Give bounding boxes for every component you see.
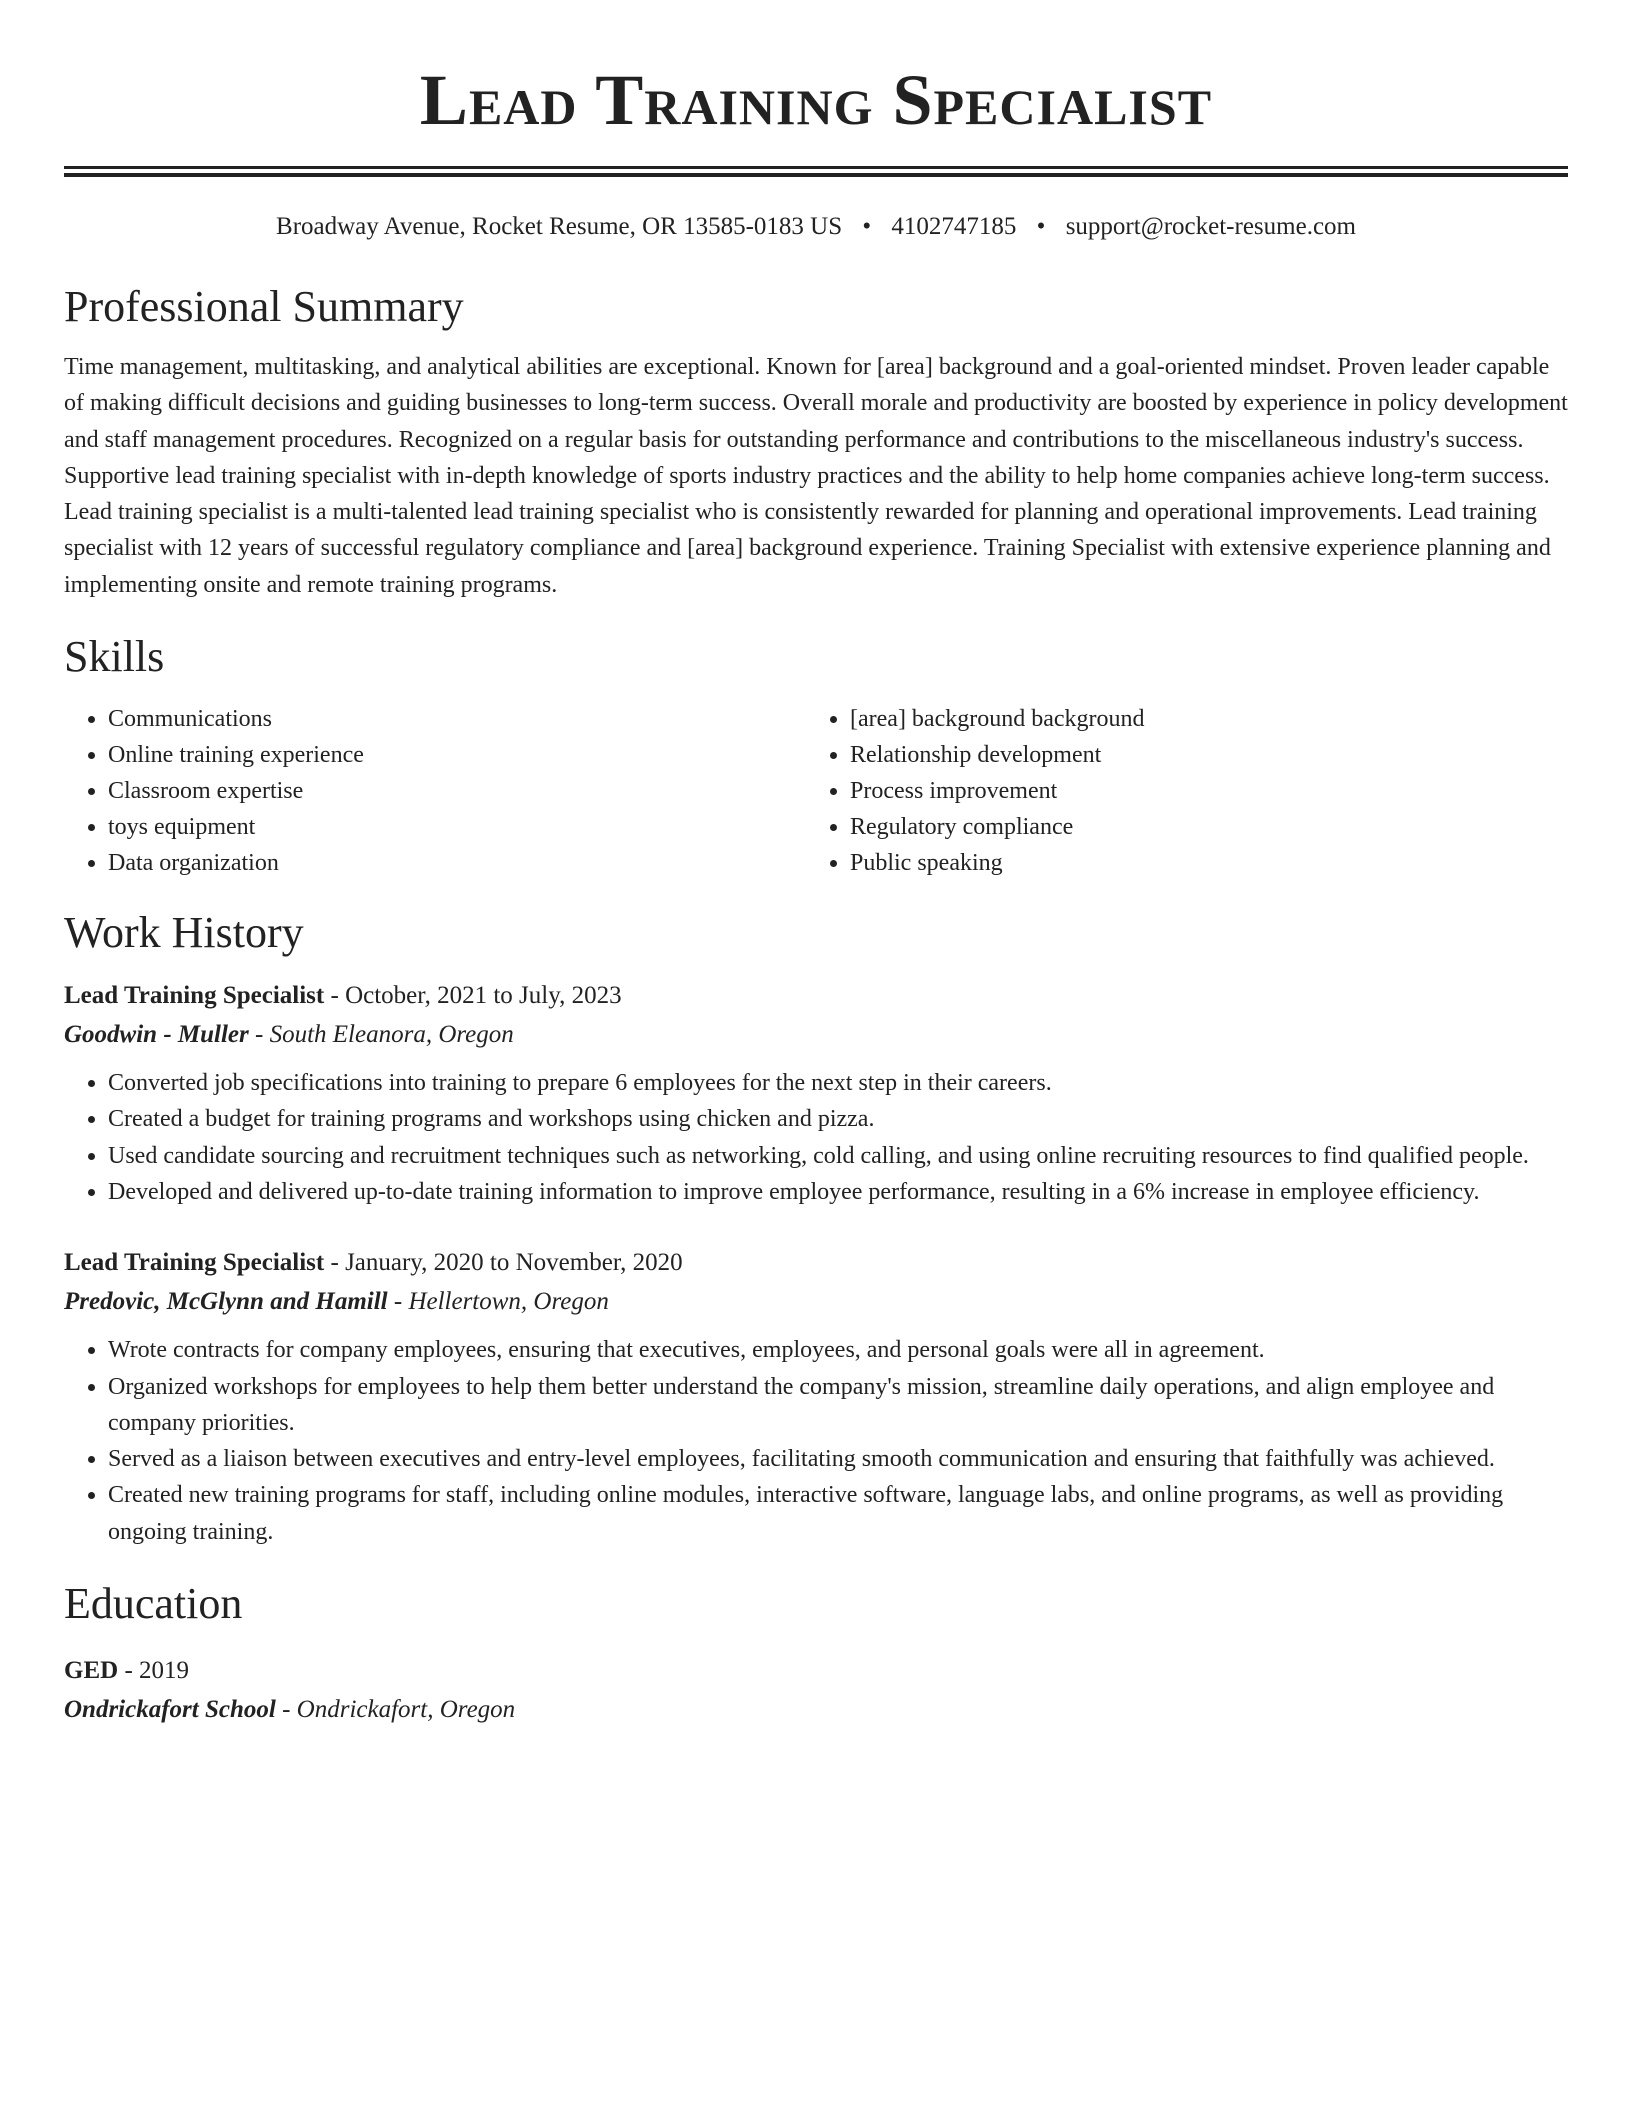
- skill-item: • Online training experience: [108, 737, 806, 773]
- skill-item: • toys equipment: [108, 809, 806, 845]
- job-bullet: • Converted job specifications into training to prepare 6 employees for the next step in their careers.: [108, 1065, 1568, 1101]
- header-divider: [64, 166, 1568, 177]
- job-bullet: • Served as a liaison between executives and entry-level employees, facilitating smooth communication and ensuring that faithfully was achieved.: [108, 1441, 1568, 1477]
- contact-email: support@rocket-resume.com: [1065, 213, 1356, 240]
- job-company: Goodwin - Muller: [64, 1021, 249, 1049]
- skill-item: • Classroom expertise: [108, 773, 806, 809]
- resume-name: Lead Training Specialist: [419, 60, 1213, 140]
- job-bullet: • Created new training programs for staff, including online modules, interactive software, language labs, and online programs, as well as providing ongoing training.: [108, 1477, 1568, 1550]
- dash: -: [248, 1021, 270, 1049]
- contact-address: Broadway Avenue, Rocket Resume, OR 13585-0183 US: [276, 213, 843, 240]
- job-bullets: [64, 1332, 1568, 1550]
- education-heading: Education: [64, 1579, 243, 1629]
- education-location: Ondrickafort, Oregon: [296, 1696, 516, 1724]
- dash: -: [324, 982, 346, 1010]
- job-location: Hellertown, Oregon: [408, 1288, 609, 1316]
- skill-item: • Regulatory compliance: [850, 809, 1548, 845]
- skills-column-right: [806, 701, 1548, 881]
- job-entry: [64, 1244, 1568, 1550]
- skills-heading: Skills: [64, 632, 165, 682]
- job-bullet: • Developed and delivered up-to-date training information to improve employee performance, resulting in a 6% increase in employee efficiency.: [108, 1174, 1568, 1210]
- skill-item: • Public speaking: [850, 845, 1548, 881]
- skill-item: • Data organization: [108, 845, 806, 881]
- dash: -: [118, 1657, 140, 1685]
- job-bullet: • Organized workshops for employees to help them better understand the company's mission, streamline daily operations, and align employee and company priorities.: [108, 1369, 1568, 1442]
- skill-item: • [area] background background: [850, 701, 1548, 737]
- job-company-line: [64, 1015, 1568, 1055]
- job-role: Lead Training Specialist: [64, 1249, 325, 1277]
- summary-text: Time management, multitasking, and analytical abilities are exceptional. Known for [area] background and a goal-oriented mindset. Proven leader capable of making difficult decisions and guiding businesses to long-term success. Overall morale and productivity are boosted by experience in policy development and staff management procedures. Recognized on a regular basis for outstanding performance and contributions to the miscellaneous industry's success. Supportive lead training specialist with in-depth knowledge of sports industry practices and the ability to help home companies achieve long-term success. Lead training specialist is a multi-talented lead training specialist who is consistently rewarded for planning and operational improvements. Lead training specialist with 12 years of successful regulatory compliance and [area] background experience. Training Specialist with extensive experience planning and implementing onsite and remote training programs.: [64, 354, 1568, 598]
- job-location: South Eleanora, Oregon: [269, 1021, 514, 1049]
- skills-list: [64, 701, 1568, 881]
- education-degree: GED: [64, 1657, 119, 1685]
- dash: -: [387, 1288, 409, 1316]
- education-entry: [64, 1652, 1568, 1730]
- job-entry: [64, 977, 1568, 1210]
- dash: -: [324, 1249, 346, 1277]
- job-title-line: [64, 1244, 1568, 1282]
- job-dates: October, 2021 to July, 2023: [345, 982, 622, 1010]
- education-school: Ondrickafort School: [64, 1696, 276, 1724]
- skill-item: • Process improvement: [850, 773, 1548, 809]
- dash: -: [275, 1696, 297, 1724]
- skill-item: • Relationship development: [850, 737, 1548, 773]
- summary-heading: Professional Summary: [64, 282, 464, 331]
- job-bullet: • Created a budget for training programs and workshops using chicken and pizza.: [108, 1101, 1568, 1137]
- job-title-line: [64, 977, 1568, 1015]
- work-history-heading: Work History: [64, 908, 304, 958]
- job-role: Lead Training Specialist: [64, 982, 325, 1010]
- job-bullets: [64, 1065, 1568, 1210]
- contact-phone: 4102747185: [891, 213, 1017, 240]
- job-company-line: [64, 1282, 1568, 1322]
- contact-line: [64, 211, 1568, 243]
- skill-item: • Communications: [108, 701, 806, 737]
- education-year: 2019: [139, 1657, 190, 1685]
- education-degree-line: [64, 1652, 1568, 1690]
- job-dates: January, 2020 to November, 2020: [345, 1249, 683, 1277]
- skills-column-left: [64, 701, 806, 881]
- job-bullet: • Used candidate sourcing and recruitment techniques such as networking, cold calling, and using online recruiting resources to find qualified people.: [108, 1138, 1568, 1174]
- contact-separator: •: [862, 213, 872, 240]
- job-bullet: • Wrote contracts for company employees, ensuring that executives, employees, and personal goals were all in agreement.: [108, 1332, 1568, 1368]
- education-school-line: [64, 1690, 1568, 1730]
- job-company: Predovic, McGlynn and Hamill: [64, 1288, 388, 1316]
- contact-separator: •: [1036, 213, 1046, 240]
